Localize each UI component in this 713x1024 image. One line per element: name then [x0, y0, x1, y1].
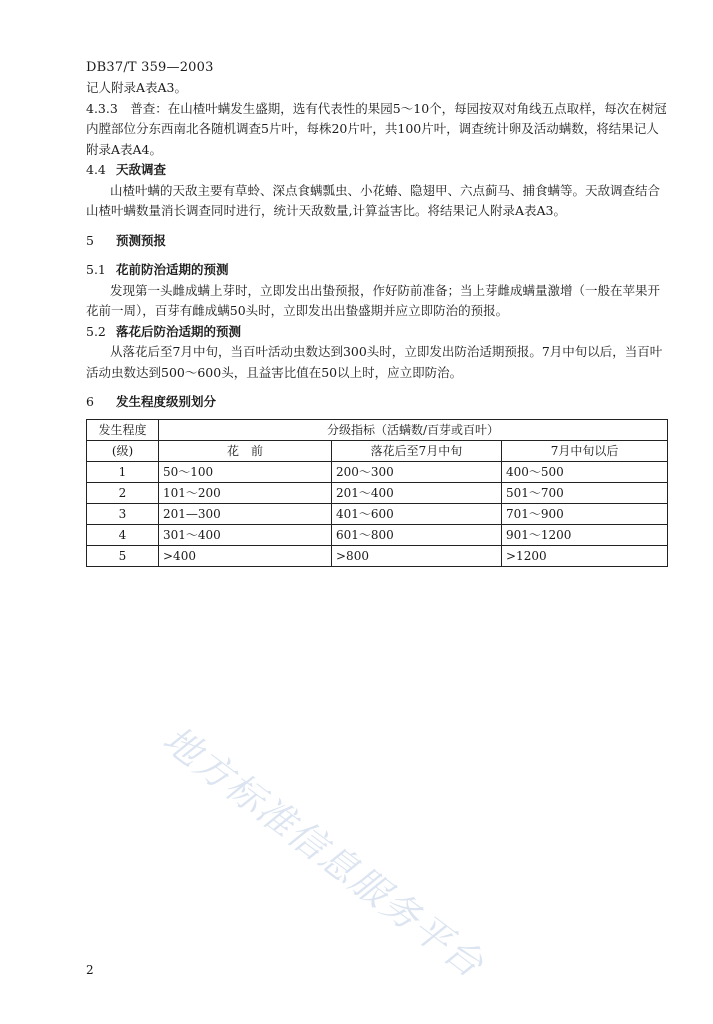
cell-value: 50～100: [159, 461, 332, 482]
cell-value: 501～700: [502, 482, 668, 503]
cell-value: 901～1200: [502, 524, 668, 545]
table-row: [87, 545, 668, 566]
cell-value: 101～200: [159, 482, 332, 503]
heading-number: 6: [86, 394, 94, 409]
heading-title: 预测预报: [116, 232, 167, 248]
paragraph-5-2: 从落花后至7月中旬，当百叶活动虫数达到300头时，立即发出防治适期预报。7月中旬以后，当百叶活动虫数达到500～600头，且益害比值在50以上时，应立即防治。: [86, 344, 663, 380]
cell-value: 701～900: [502, 503, 668, 524]
paragraph-4-3-3: 4.3.3 普查：在山楂叶螨发生盛期，选有代表性的果园5～10个，每园按双对角线五点取样，每次在树冠内膛部位分东西南北各随机调查5片叶，每株20片叶，共100片叶，调查统计卵及活动螨数，将结果记人附录A表A4。: [86, 100, 667, 157]
cell-level: 4: [87, 524, 159, 545]
header-degree-line1: 发生程度: [87, 419, 159, 440]
page-number: 2: [86, 963, 94, 977]
heading-number: 5.1: [86, 262, 106, 277]
paragraph-4-4: 山楂叶螨的天敌主要有草蛉、深点食螨瓢虫、小花蝽、隐翅甲、六点蓟马、捕食螨等。天敌调查结合山楂叶螨数量消长调查同时进行，统计天敌数量,计算益害比。将结果记人附录A表A3。: [86, 182, 661, 218]
heading-4-4: [86, 160, 668, 181]
paragraph-a3-note: 记人附录A表A3。: [86, 80, 188, 95]
table-row: [87, 482, 668, 503]
cell-value: 301～400: [159, 524, 332, 545]
col-header-prebloom: 花 前: [159, 440, 332, 461]
heading-number: 5: [86, 232, 94, 248]
table-row: [87, 524, 668, 545]
cell-value: 601～800: [332, 524, 502, 545]
header-degree-line2: (级): [87, 440, 159, 461]
heading-number: 4.4: [86, 162, 106, 177]
paragraph-5-1: 发现第一头雌成螨上芽时，立即发出出蛰预报，作好防前准备；当上芽雌成螨量激增（一般在苹果开花前一周），百芽有雌成螨50头时，立即发出出蛰盛期并应立即防治的预报。: [86, 282, 661, 318]
table-subheader-row: [87, 440, 668, 461]
cell-value: 200～300: [332, 461, 502, 482]
cell-level: 1: [87, 461, 159, 482]
document-code: DB37/T 359—2003: [86, 60, 214, 75]
heading-5-2: [86, 322, 668, 343]
heading-title: 落花后防治适期的预测: [116, 323, 242, 339]
heading-6: [86, 392, 668, 413]
cell-value: 201～400: [332, 482, 502, 503]
cell-level: 3: [87, 503, 159, 524]
document-body: [86, 78, 668, 567]
header-index: 分级指标（活螨数/百芽或百叶）: [159, 419, 668, 440]
cell-value: >1200: [502, 545, 668, 566]
grade-table: [86, 419, 668, 567]
watermark-text: 地方标准信息服务平台: [154, 717, 493, 987]
cell-value: 201—300: [159, 503, 332, 524]
heading-number: 5.2: [86, 323, 106, 339]
heading-5-1: [86, 260, 668, 281]
table-header-row: [87, 419, 668, 440]
table-row: [87, 503, 668, 524]
table-row: [87, 461, 668, 482]
cell-value: >800: [332, 545, 502, 566]
col-header-late: 7月中旬以后: [502, 440, 668, 461]
col-header-postbloom: 落花后至7月中旬: [332, 440, 502, 461]
cell-value: >400: [159, 545, 332, 566]
cell-value: 401～600: [332, 503, 502, 524]
heading-title: 花前防治适期的预测: [116, 262, 229, 277]
heading-title: 天敌调查: [116, 162, 167, 177]
cell-value: 400～500: [502, 461, 668, 482]
cell-level: 5: [87, 545, 159, 566]
cell-level: 2: [87, 482, 159, 503]
heading-title: 发生程度级别划分: [116, 394, 217, 409]
heading-5: [86, 231, 668, 252]
